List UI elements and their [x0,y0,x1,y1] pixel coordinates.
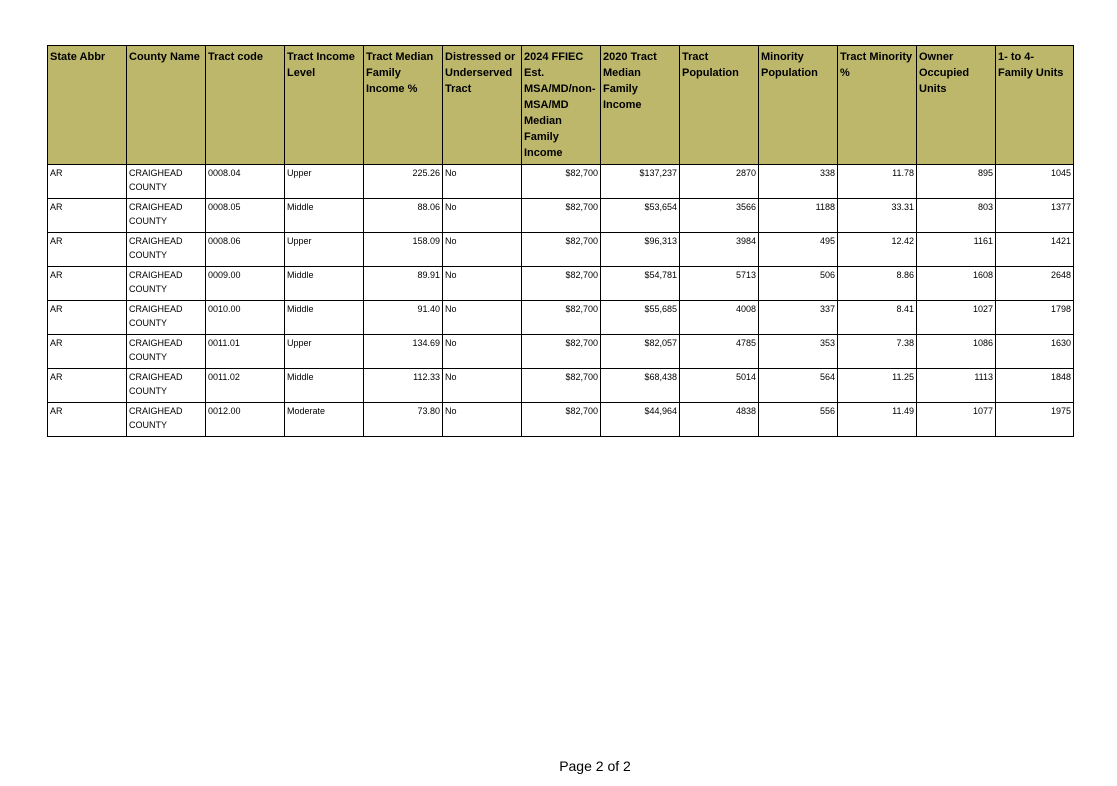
cell-population: 5713 [680,267,759,301]
cell-minority-pct: 7.38 [838,335,917,369]
table-row [48,335,1074,369]
cell-income-level: Upper [285,165,364,199]
header-family-units: 1- to 4- Family Units [996,46,1074,165]
cell-income-level: Middle [285,199,364,233]
cell-distressed: No [443,335,522,369]
cell-distressed: No [443,369,522,403]
cell-minority-pct: 8.41 [838,301,917,335]
cell-family-units: 1975 [996,403,1074,437]
cell-family-units: 1421 [996,233,1074,267]
header-2020-tract-median-income: 2020 Tract Median Family Income [601,46,680,165]
header-tract-income-level: Tract Income Level [285,46,364,165]
cell-family-units: 2648 [996,267,1074,301]
cell-distressed: No [443,301,522,335]
table-row [48,403,1074,437]
cell-distressed: No [443,233,522,267]
cell-state-abbr: AR [48,165,127,199]
cell-owner-occupied: 1086 [917,335,996,369]
cell-minority-population: 1188 [759,199,838,233]
cell-state-abbr: AR [48,233,127,267]
cell-median-income-pct: 158.09 [364,233,443,267]
cell-state-abbr: AR [48,301,127,335]
cell-distressed: No [443,267,522,301]
header-minority-population: Minority Population [759,46,838,165]
header-owner-occupied-units: Owner Occupied Units [917,46,996,165]
cell-ffiec-income: $82,700 [522,335,601,369]
cell-median-income-pct: 225.26 [364,165,443,199]
cell-income-level: Moderate [285,403,364,437]
cell-income-level: Middle [285,267,364,301]
cell-population: 5014 [680,369,759,403]
cell-income-level: Upper [285,233,364,267]
cell-state-abbr: AR [48,267,127,301]
cell-income-level: Middle [285,369,364,403]
cell-tract-code: 0008.06 [206,233,285,267]
header-state-abbr: State Abbr [48,46,127,165]
cell-tract-code: 0012.00 [206,403,285,437]
header-tract-minority-pct: Tract Minority % [838,46,917,165]
cell-owner-occupied: 895 [917,165,996,199]
cell-income-level: Upper [285,335,364,369]
cell-tract-code: 0010.00 [206,301,285,335]
cell-distressed: No [443,165,522,199]
cell-tract-code: 0009.00 [206,267,285,301]
cell-2020-income: $137,237 [601,165,680,199]
cell-2020-income: $53,654 [601,199,680,233]
cell-tract-code: 0008.04 [206,165,285,199]
cell-income-level: Middle [285,301,364,335]
cell-2020-income: $68,438 [601,369,680,403]
cell-county-name: CRAIGHEAD COUNTY [127,233,206,267]
cell-county-name: CRAIGHEAD COUNTY [127,267,206,301]
cell-state-abbr: AR [48,335,127,369]
cell-minority-population: 337 [759,301,838,335]
cell-family-units: 1045 [996,165,1074,199]
cell-owner-occupied: 1077 [917,403,996,437]
cell-tract-code: 0008.05 [206,199,285,233]
cell-owner-occupied: 1113 [917,369,996,403]
cell-minority-population: 495 [759,233,838,267]
cell-tract-code: 0011.02 [206,369,285,403]
header-row [48,46,1074,165]
cell-population: 3984 [680,233,759,267]
cell-county-name: CRAIGHEAD COUNTY [127,335,206,369]
cell-minority-pct: 12.42 [838,233,917,267]
cell-median-income-pct: 73.80 [364,403,443,437]
cell-ffiec-income: $82,700 [522,369,601,403]
cell-state-abbr: AR [48,403,127,437]
cell-county-name: CRAIGHEAD COUNTY [127,301,206,335]
cell-owner-occupied: 1027 [917,301,996,335]
cell-owner-occupied: 803 [917,199,996,233]
cell-owner-occupied: 1608 [917,267,996,301]
cell-median-income-pct: 112.33 [364,369,443,403]
cell-population: 3566 [680,199,759,233]
cell-minority-pct: 11.25 [838,369,917,403]
cell-county-name: CRAIGHEAD COUNTY [127,403,206,437]
cell-family-units: 1798 [996,301,1074,335]
cell-distressed: No [443,403,522,437]
table-row [48,165,1074,199]
header-distressed-underserved: Distressed or Underserved Tract [443,46,522,165]
table-row [48,267,1074,301]
cell-population: 2870 [680,165,759,199]
cell-ffiec-income: $82,700 [522,233,601,267]
cell-2020-income: $55,685 [601,301,680,335]
cell-minority-population: 564 [759,369,838,403]
cell-median-income-pct: 89.91 [364,267,443,301]
table-row [48,369,1074,403]
cell-2020-income: $54,781 [601,267,680,301]
cell-minority-pct: 11.78 [838,165,917,199]
cell-county-name: CRAIGHEAD COUNTY [127,199,206,233]
header-median-family-income-pct: Tract Median Family Income % [364,46,443,165]
header-ffiec-median-income: 2024 FFIEC Est. MSA/MD/non-MSA/MD Median Family Income [522,46,601,165]
cell-minority-population: 556 [759,403,838,437]
cell-minority-pct: 8.86 [838,267,917,301]
cell-state-abbr: AR [48,369,127,403]
cell-ffiec-income: $82,700 [522,301,601,335]
cell-minority-population: 353 [759,335,838,369]
cell-owner-occupied: 1161 [917,233,996,267]
cell-population: 4008 [680,301,759,335]
page-number: Page 2 of 2 [559,758,631,774]
cell-county-name: CRAIGHEAD COUNTY [127,369,206,403]
cell-tract-code: 0011.01 [206,335,285,369]
cell-median-income-pct: 88.06 [364,199,443,233]
table-row [48,199,1074,233]
cell-ffiec-income: $82,700 [522,267,601,301]
cell-family-units: 1630 [996,335,1074,369]
cell-2020-income: $96,313 [601,233,680,267]
header-tract-population: Tract Population [680,46,759,165]
cell-population: 4838 [680,403,759,437]
header-county-name: County Name [127,46,206,165]
cell-median-income-pct: 134.69 [364,335,443,369]
table-row [48,233,1074,267]
cell-2020-income: $82,057 [601,335,680,369]
cell-minority-population: 338 [759,165,838,199]
table-body [48,165,1074,437]
cell-family-units: 1377 [996,199,1074,233]
census-tract-table [47,45,1074,437]
cell-ffiec-income: $82,700 [522,403,601,437]
cell-median-income-pct: 91.40 [364,301,443,335]
cell-minority-population: 506 [759,267,838,301]
cell-population: 4785 [680,335,759,369]
cell-family-units: 1848 [996,369,1074,403]
cell-minority-pct: 11.49 [838,403,917,437]
cell-ffiec-income: $82,700 [522,199,601,233]
cell-state-abbr: AR [48,199,127,233]
cell-2020-income: $44,964 [601,403,680,437]
cell-county-name: CRAIGHEAD COUNTY [127,165,206,199]
cell-minority-pct: 33.31 [838,199,917,233]
table-row [48,301,1074,335]
header-tract-code: Tract code [206,46,285,165]
cell-ffiec-income: $82,700 [522,165,601,199]
cell-distressed: No [443,199,522,233]
